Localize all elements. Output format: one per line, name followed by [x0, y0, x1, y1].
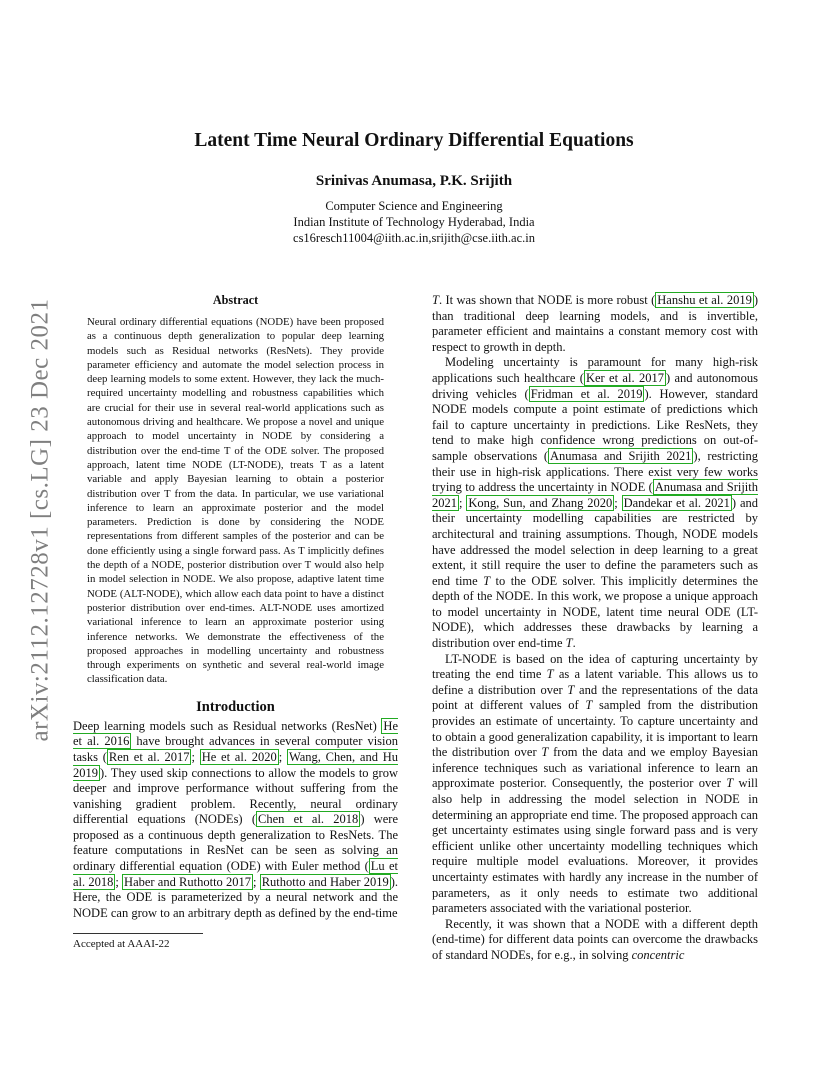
citation-link[interactable]: Kong, Sun, and Zhang 2020: [468, 495, 613, 510]
intro-text: ;: [278, 749, 287, 764]
math-symbol: T: [483, 573, 491, 588]
italic-text: concentric: [631, 947, 685, 962]
intro-text: ). Here, the ODE is parameterized by a neural network and the NODE can grow to an arbitrary depth as defined by the end-time: [73, 874, 398, 920]
intro-text: ;: [115, 874, 123, 889]
paper-title: Latent Time Neural Ordinary Differential Equations: [194, 130, 634, 151]
body-text: ). However, standard NODE models compute a point estimate of predictions which fail to capture uncertainty in predictions. Like ResNets, they tend to make high confidence wrong predictions on out-of-sample observations (: [432, 386, 758, 463]
body-text: ), restricting their use in high-risk applications. There exist very few works trying to address the uncertainty in NODE (: [432, 448, 758, 495]
citation-link[interactable]: Anumasa and Srijith 2021: [550, 448, 692, 463]
arxiv-stamp-text[interactable]: arXiv:2112.12728v1 [cs.LG] 23 Dec 2021: [26, 298, 53, 742]
math-symbol: T: [585, 698, 593, 713]
body-text: from the data and we employ Bayesian inference techniques such as variational inference to learn an approximate posterior. Consequently, the posterior over: [432, 745, 758, 791]
body-text: to the ODE solver. This implicitly determines the depth of the NODE. In this work, we propose a unique approach to model uncertainty in NODE, latent time neural ODE (LT-NODE), which addresses these drawbacks by learning a distribution over end-time: [432, 573, 759, 651]
math-symbol: T: [726, 776, 734, 791]
abstract-heading: Abstract: [212, 293, 259, 307]
citation-link[interactable]: Fridman et al. 2019: [530, 386, 643, 401]
body-text: will also help in addressing the model selection in NODE in determining an appropriate end time. The proposed approach can get uncertainty estimates using single forward pass and is very efficient unlike other uncertainty modelling techniques which require multiple model evaluations. Moreover, it provides uncertainty estimates with hardly any increase in the number of parameters, as it only needs to estimate two additional parameters associated with the variational posterior.: [432, 776, 758, 916]
math-symbol: T: [567, 682, 575, 697]
arxiv-stamp: [20, 285, 60, 755]
math-symbol: T: [546, 667, 554, 682]
citation-link[interactable]: Anumasa and Srijith 2021: [432, 480, 759, 510]
citation-link[interactable]: Ren et al. 2017: [108, 749, 190, 764]
citation-link[interactable]: Ker et al. 2017: [585, 370, 664, 385]
paragraph: [432, 355, 758, 651]
affiliation-emails: cs16resch11004@iith.ac.in,srijith@cse.iith.ac.in: [293, 231, 535, 245]
math-symbol: T: [541, 745, 549, 760]
footnote-divider: [73, 933, 203, 934]
math-symbol: T: [565, 636, 573, 651]
footnote: Accepted at AAAI-22: [73, 938, 170, 950]
body-text: and the representations of the data point at different values of: [432, 682, 758, 713]
citation-link[interactable]: Chen et al. 2018: [258, 812, 359, 827]
body-text: ;: [459, 495, 467, 510]
body-text: ) than traditional deep learning models, and is invertible, parameter efficient and maintains a constant memory cost with respect to growth in depth.: [432, 293, 758, 354]
body-text: ) and their uncertainty modelling capabilities are restricted by architectural and training assumptions. Though, NODE models have addressed the model selection in deep learning to a great extent, it still require the user to define the parameters such as end time: [432, 495, 758, 588]
citation-link[interactable]: Haber and Ruthotto 2017: [124, 874, 252, 889]
citation-link[interactable]: Wang, Chen, and Hu 2019: [73, 749, 399, 780]
right-column: [432, 293, 758, 964]
intro-text: ;: [191, 749, 200, 764]
body-text: ) and autonomous driving vehicles (: [432, 370, 759, 401]
body-text: sampled from the distribution provides an estimate of uncertainty. To capture uncertainty and to obtain a good generalization capability, it is important to learn the distribution over: [432, 698, 758, 760]
left-column: [73, 293, 398, 921]
citation-link[interactable]: Hanshu et al. 2019: [657, 293, 752, 307]
paragraph: [432, 917, 758, 964]
intro-text: ). They used skip connections to allow the models to grow deeper and improve performance without suffering from the vanishing gradient problem. Recently, neural ordinary differential equations (NODEs) (: [73, 765, 398, 827]
intro-text: ) were proposed as a continuous depth generalization to ResNets. The feature computations in ResNet can be seen as solving an ordinary differential equation (ODE) with Euler method (: [73, 812, 399, 874]
citation-link[interactable]: Lu et al. 2018: [73, 859, 398, 889]
introduction-heading: Introduction: [196, 698, 275, 715]
affiliation-department: Computer Science and Engineering: [325, 199, 503, 213]
paragraph: [432, 652, 758, 917]
body-text: Recently, it was shown that a NODE with a different depth (end-time) for different data points can overcome the drawbacks of standard NODEs, for e.g., in solving: [432, 916, 758, 962]
abstract-text: Neural ordinary differential equations (NODE) have been proposed as a continuous depth generalization to popular deep learning models such as Residual networks (ResNets). They provide parameter efficiency and automate the model selection process in deep learning models to some extent. However, they lack the much-required uncertainty modelling and robustness capabilities which are crucial for their use in several real-world applications such as autonomous driving and healthcare. We propose a novel and unique approach to model uncertainty in NODE by considering a distribution over the end-time T of the ODE solver. The proposed approach, latent time NODE (LT-NODE), treats T as a latent variable and apply Bayesian learning to obtain a posterior distribution over T from the data. In particular, we use variational inference to learn an approximate posterior and the model parameters. Prediction is done by considering the NODE representations from different samples of the posterior and can be done efficiently using a single forward pass. As T implicitly defines the depth of a NODE, posterior distribution over T would also help in model selection in NODE. We also propose, adaptive latent time NODE (ALT-NODE), which allow each data point to have a distinct posterior distribution over end-times. ALT-NODE uses amortized variational inference to learn an approximate posterior using inference networks. We demonstrate the effectiveness of the proposed approaches in modelling uncertainty and robustness through experiments on synthetic and several real-world image classification data.: [87, 316, 384, 686]
body-text: LT-NODE is based on the idea of capturing uncertainty by treating the end time: [432, 651, 758, 682]
math-symbol: T: [432, 293, 439, 307]
introduction-paragraph: [73, 719, 398, 922]
body-text: ;: [614, 495, 622, 510]
body-text: .: [572, 636, 576, 651]
body-text: as a latent variable. This allows us to define a distribution over: [432, 667, 759, 697]
intro-text: Deep learning models such as Residual networks (ResNet): [73, 718, 382, 733]
body-text: . It was shown that NODE is more robust (: [438, 293, 656, 307]
citation-link[interactable]: He et al. 2016: [73, 718, 398, 749]
intro-text: have brought advances in several computer vision tasks (: [73, 734, 399, 764]
citation-link[interactable]: Dandekar et al. 2021: [623, 495, 730, 510]
paper-authors: Srinivas Anumasa, P.K. Srijith: [315, 173, 513, 189]
author-affiliation: [0, 198, 828, 246]
affiliation-institute: Indian Institute of Technology Hyderabad, India: [293, 215, 535, 229]
citation-link[interactable]: Ruthotto and Haber 2019: [261, 874, 389, 889]
body-text: Modeling uncertainty is paramount for many high-risk applications such healthcare (: [432, 355, 758, 385]
intro-text: ;: [253, 874, 260, 889]
citation-link[interactable]: He et al. 2020: [201, 749, 277, 764]
paragraph: [432, 293, 758, 355]
